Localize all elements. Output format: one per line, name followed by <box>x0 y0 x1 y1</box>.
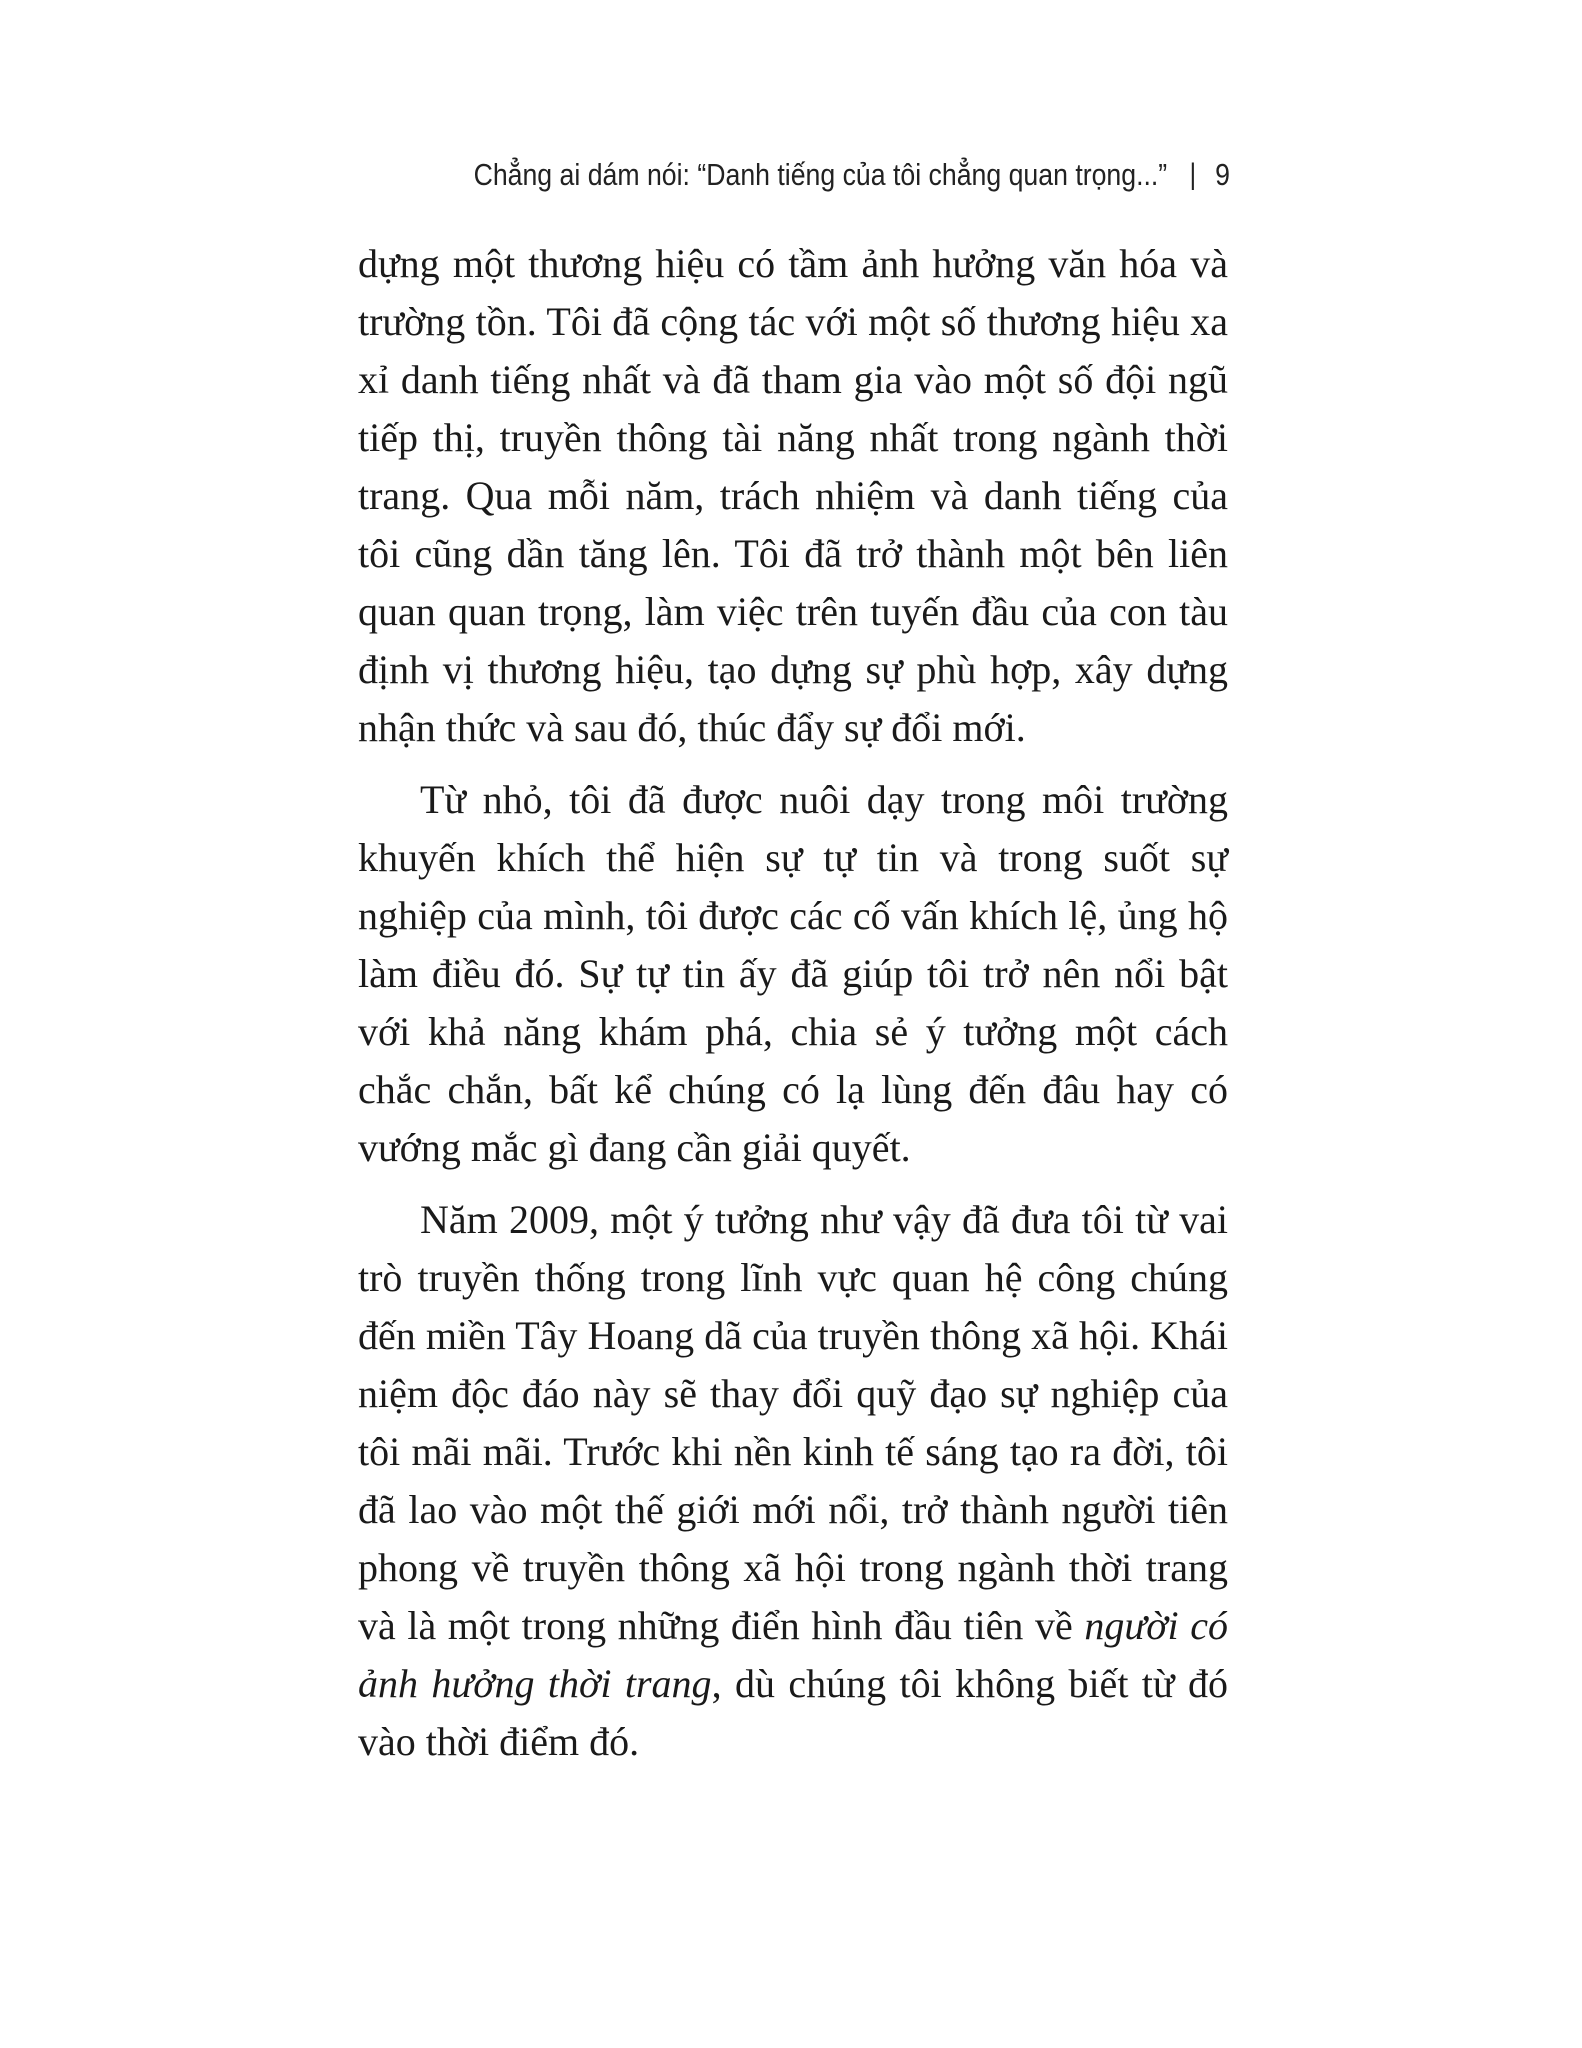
paragraph-1: dựng một thương hiệu có tầm ảnh hưởng văn hóa và trường tồn. Tôi đã cộng tác với một số thương hiệu xa xỉ danh tiếng nhất và đã tham gia vào một số đội ngũ tiếp thị, truyền thông tài năng nhất trong ngành thời trang. Qua mỗi năm, trách nhiệm và danh tiếng của tôi cũng dần tăng lên. Tôi đã trở thành một bên liên quan quan trọng, làm việc trên tuyến đầu của con tàu định vị thương hiệu, tạo dựng sự phù hợp, xây dựng nhận thức và sau đó, thúc đẩy sự đổi mới. <box>358 241 1228 750</box>
paragraph-3-text-before: Năm 2009, một ý tưởng như vậy đã đưa tôi từ vai trò truyền thống trong lĩnh vực quan hệ công chúng đến miền Tây Hoang dã của truyền thông xã hội. Khái niệm độc đáo này sẽ thay đổi quỹ đạo sự nghiệp của tôi mãi mãi. Trước khi nền kinh tế sáng tạo ra đời, tôi đã lao vào một thế giới mới nổi, trở thành người tiên phong về truyền thông xã hội trong ngành thời trang và là một trong những điển hình đầu tiên về <box>358 1197 1228 1648</box>
paragraph-2: Từ nhỏ, tôi đã được nuôi dạy trong môi trường khuyến khích thể hiện sự tự tin và trong suốt sự nghiệp của mình, tôi được các cố vấn khích lệ, ủng hộ làm điều đó. Sự tự tin ấy đã giúp tôi trở nên nổi bật với khả năng khám phá, chia sẻ ý tưởng một cách chắc chắn, bất kể chúng có lạ lùng đến đâu hay có vướng mắc gì đang cần giải quyết. <box>358 777 1228 1170</box>
page-number: 9 <box>1215 157 1230 192</box>
paragraph-3-text-after: , dù chúng tôi không biết từ đó vào thời điểm đó. <box>358 1661 1228 1764</box>
header-separator: | <box>1189 158 1197 191</box>
paragraph-3 <box>358 1191 1228 1771</box>
paragraph-3-italic-term: người có ảnh hưởng thời trang <box>358 1603 1228 1706</box>
running-header <box>473 150 1230 200</box>
running-title: Chẳng ai dám nói: “Danh tiếng của tôi chẳng quan trọng...” <box>473 157 1168 192</box>
body-text <box>358 235 1228 1771</box>
